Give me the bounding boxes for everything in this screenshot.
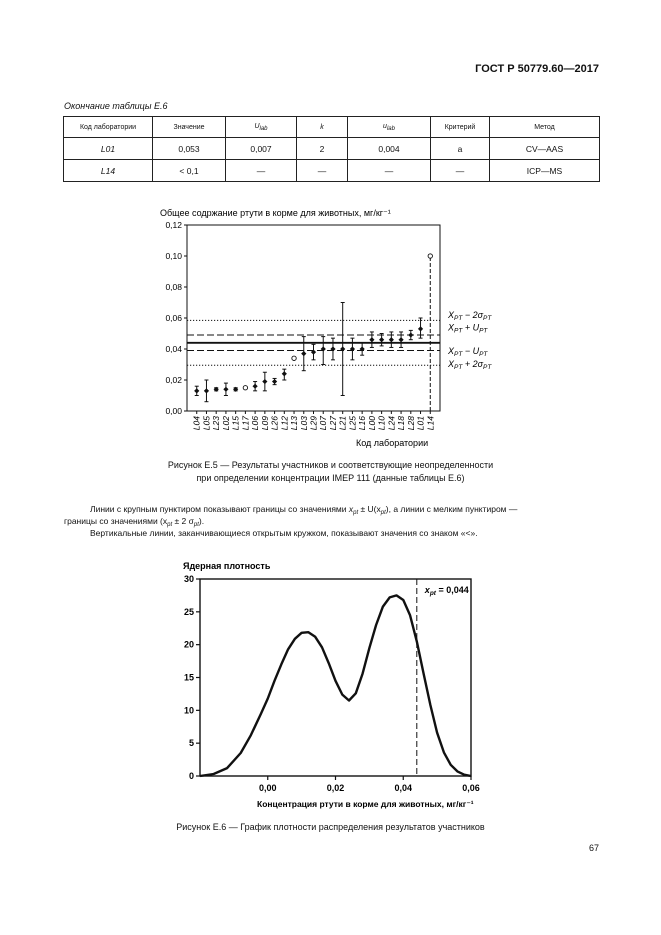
x-tick-label: L01 xyxy=(415,416,426,431)
y-tick-label: 0,10 xyxy=(165,251,182,261)
table-header-row xyxy=(64,117,600,138)
data-point xyxy=(282,371,287,376)
x-tick-label: L13 xyxy=(289,416,300,431)
y-tick-label: 5 xyxy=(188,738,194,749)
y-tick-label: 0,12 xyxy=(165,220,182,230)
table-cell: ICP—MS xyxy=(490,160,600,182)
column-header: Ulab xyxy=(226,117,297,138)
table-row xyxy=(64,160,600,182)
x-tick-label: L23 xyxy=(211,416,222,431)
table-cell: 0,004 xyxy=(348,138,431,160)
standard-header: ГОСТ Р 50779.60—2017 xyxy=(475,63,599,75)
results-table xyxy=(63,116,600,182)
y-tick-label: 0,04 xyxy=(165,344,182,354)
column-header: Код лаборатории xyxy=(64,117,153,138)
data-point xyxy=(253,384,258,389)
table-cell: 0,053 xyxy=(153,138,226,160)
data-point xyxy=(379,337,384,342)
column-header: Значение xyxy=(153,117,226,138)
y-tick-label: 30 xyxy=(183,574,194,584)
y-tick-label: 15 xyxy=(183,672,194,683)
table-cell: 0,007 xyxy=(226,138,297,160)
x-tick-label: L24 xyxy=(386,416,397,431)
table-cell: 2 xyxy=(297,138,348,160)
table-caption: Окончание таблицы E.6 xyxy=(64,101,168,111)
table-cell: — xyxy=(226,160,297,182)
column-header: ulab xyxy=(348,117,431,138)
y-tick-label: 0,08 xyxy=(165,282,182,292)
density-curve xyxy=(200,595,471,776)
data-point-open xyxy=(428,254,432,258)
x-axis-label: Код лаборатории xyxy=(356,438,429,448)
x-tick-label: 0,00 xyxy=(258,783,277,793)
x-tick-label: 0,04 xyxy=(394,783,413,793)
data-point xyxy=(389,337,394,342)
data-point xyxy=(272,379,277,384)
page-number: 67 xyxy=(588,843,599,853)
data-point xyxy=(408,332,413,337)
x-tick-label: 0,02 xyxy=(326,783,345,793)
x-tick-label: L15 xyxy=(230,416,241,431)
reference-line-label: $X_{PT} - 2\sigma_{PT}$ xyxy=(448,310,492,323)
x-tick-label: L04 xyxy=(191,416,202,431)
table-cell: < 0,1 xyxy=(153,160,226,182)
x-tick-label: L05 xyxy=(201,416,212,431)
table-cell: — xyxy=(348,160,431,182)
x-tick-label: L16 xyxy=(357,416,368,431)
y-tick-label: 0,02 xyxy=(165,375,182,385)
x-tick-label: L06 xyxy=(250,416,261,431)
y-tick-label: 10 xyxy=(183,705,194,716)
reference-line-label: $X_{PT} + U_{PT}$ xyxy=(448,322,488,335)
data-point xyxy=(204,388,209,393)
table-row xyxy=(64,138,600,160)
data-point xyxy=(301,351,306,356)
column-header: Критерий xyxy=(431,117,490,138)
reference-line-label: $X_{PT} - U_{PT}$ xyxy=(448,345,488,358)
figure-e5-caption-line2: при определении концентрации IMEP 111 (данные таблицы E.6) xyxy=(196,473,465,483)
table-cell: L14 xyxy=(64,160,153,182)
data-point-open xyxy=(243,386,247,390)
y-tick-label: 25 xyxy=(183,606,194,617)
figure-e6-caption: Рисунок E.6 — График плотности распределения результатов участников xyxy=(176,822,485,832)
figure-e5-caption-line1: Рисунок E.5 — Результаты участников и соответствующие неопределенности xyxy=(167,460,494,470)
table-cell: — xyxy=(431,160,490,182)
data-point xyxy=(262,379,267,384)
reference-line-label: $X_{PT} + 2\sigma_{PT}$ xyxy=(448,359,492,372)
x-tick-label: L03 xyxy=(298,416,309,431)
x-tick-label: L29 xyxy=(308,416,319,431)
y-tick-label: 20 xyxy=(183,639,194,650)
x-axis-label: Концентрация ртути в корме для животных, мг/кг⁻¹ xyxy=(257,799,474,809)
x-tick-label: L14 xyxy=(425,416,436,431)
x-tick-label: L21 xyxy=(337,416,348,431)
data-point xyxy=(223,387,228,392)
x-tick-label: 0,06 xyxy=(462,783,480,793)
x-tick-label: L07 xyxy=(318,416,329,431)
y-tick-label: 0 xyxy=(188,771,194,781)
annotation-label: $x_{pt} = 0,044$ xyxy=(424,585,469,597)
x-tick-label: L10 xyxy=(376,416,387,431)
data-point xyxy=(369,337,374,342)
data-point xyxy=(194,388,199,393)
paragraph-1: Линии с крупным пунктиром показывают границы со значениями $x_{pt} \pm U(x_{pt})$, а линии с мелким пунктиром — xyxy=(90,504,518,516)
x-tick-label: L12 xyxy=(279,416,290,431)
column-header: k xyxy=(297,117,348,138)
chart-title: Общее содржание ртути в корме для животных, мг/кг⁻¹ xyxy=(160,208,391,218)
x-tick-label: L00 xyxy=(366,416,377,431)
data-point xyxy=(418,326,423,331)
y-tick-label: 0,06 xyxy=(165,313,182,323)
paragraph-2: Вертикальные линии, заканчивающиеся открытым кружком, показывают значения со знаком «<». xyxy=(90,528,478,538)
x-tick-label: L25 xyxy=(347,416,358,431)
data-point xyxy=(398,337,403,342)
table-cell: CV—AAS xyxy=(490,138,600,160)
x-tick-label: L02 xyxy=(220,416,231,431)
x-tick-label: L09 xyxy=(259,416,270,431)
table-cell: L01 xyxy=(64,138,153,160)
table-cell: a xyxy=(431,138,490,160)
x-tick-label: L18 xyxy=(396,416,407,431)
density-chart xyxy=(0,555,661,817)
paragraph-1-continued: границы со значениями ($x_{pt} \pm 2$ $\sigma_{pt}$). xyxy=(64,516,205,528)
x-tick-label: L17 xyxy=(240,416,251,431)
data-point-open xyxy=(292,356,296,360)
y-tick-label: 0,00 xyxy=(165,406,182,416)
x-tick-label: L26 xyxy=(269,416,280,431)
x-tick-label: L27 xyxy=(327,416,338,431)
table-cell: — xyxy=(297,160,348,182)
results-chart xyxy=(0,200,661,455)
chart-title: Ядерная плотность xyxy=(183,561,271,571)
column-header: Метод xyxy=(490,117,600,138)
x-tick-label: L28 xyxy=(405,416,416,431)
